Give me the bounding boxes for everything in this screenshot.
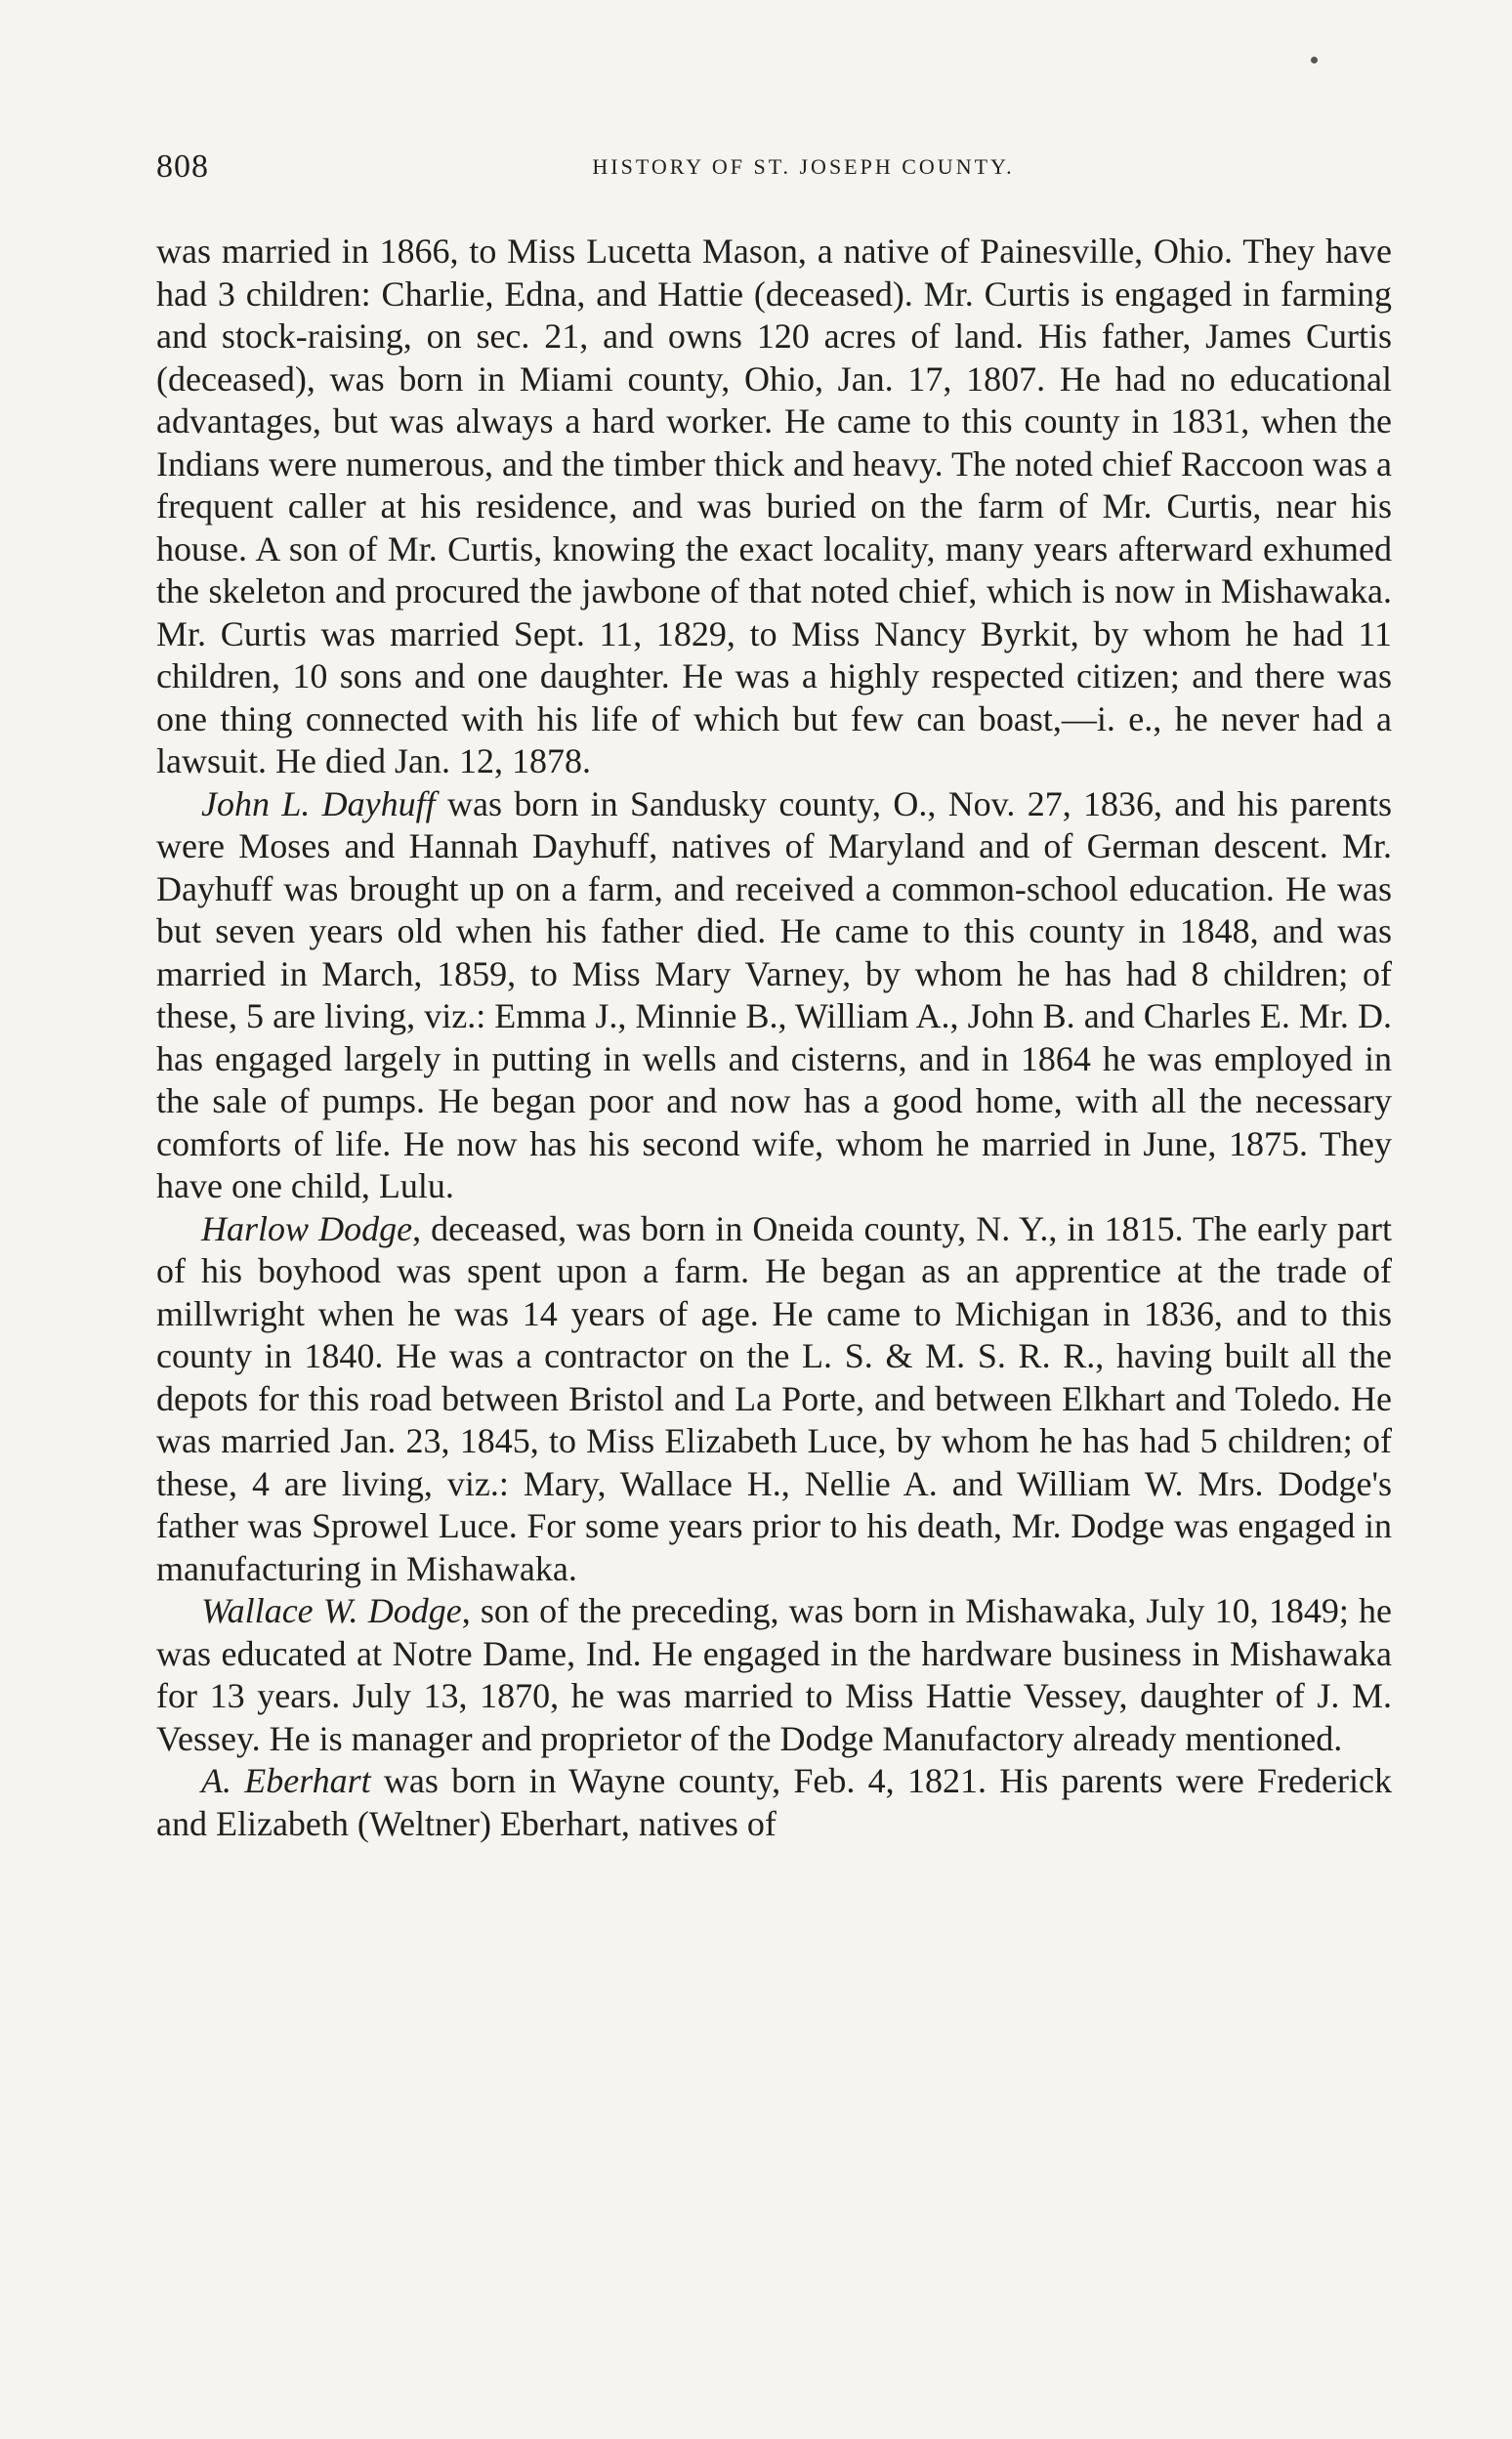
person-name: Harlow Dodge bbox=[201, 1208, 413, 1248]
paragraph-text: was born in Wayne county, Feb. 4, 1821. His parents were Frederick and Elizabeth (Weltner) Eberhart, natives of bbox=[156, 1761, 1392, 1843]
person-name: John L. Dayhuff bbox=[201, 783, 436, 823]
paragraph-text: , deceased, was born in Oneida county, N. Y., in 1815. The early part of his boyhood was spent upon a farm. He began as an apprentice at the trade of millwright when he was 14 years of age. He came to Michigan in 1836, and to this county in 1840. He was a contractor on the L. S. & M. S. R. R., having built all the depots for this road between Bristol and La Porte, and between Elkhart and Toledo. He was married Jan. 23, 1845, to Miss Elizabeth Luce, by whom he has had 5 children; of these, 4 are living, viz.: Mary, Wallace H., Nellie A. and William W. Mrs. Dodge's father was Sprowel Luce. For some years prior to his death, Mr. Dodge was engaged in manufacturing in Mishawaka. bbox=[156, 1208, 1393, 1588]
paragraph-wallace-dodge bbox=[156, 1590, 1392, 1760]
person-name: Wallace W. Dodge bbox=[201, 1591, 462, 1630]
person-name: A. Eberhart bbox=[201, 1761, 371, 1800]
running-head: HISTORY OF ST. JOSEPH COUNTY. bbox=[592, 154, 1015, 179]
paragraph-dayhuff bbox=[156, 783, 1392, 1208]
paragraph-text: was born in Sandusky county, O., Nov. 27, 1836, and his parents were Moses and Hannah Dayhuff, natives of Maryland and of German descent. Mr. Dayhuff was brought up on a farm, and received a common-school education. He was but seven years old when his father died. He came to this county in 1848, and was married in March, 1859, to Miss Mary Varney, by whom he has had 8 children; of these, 5 are living, viz.: Emma J., Minnie B., William A., John B. and Charles E. Mr. D. has engaged largely in putting in wells and cisterns, and in 1864 he was employed in the sale of pumps. He began poor and now has a good home, with all the necessary comforts of life. He now has his second wife, whom he married in June, 1875. They have one child, Lulu. bbox=[156, 783, 1393, 1205]
speck-mark bbox=[1311, 57, 1318, 63]
paragraph-curtis bbox=[156, 231, 1392, 783]
paragraph-text: , son of the preceding, was born in Mishawaka, July 10, 1849; he was educated at Notre Dame, Ind. He engaged in the hardware business in Mishawaka for 13 years. July 13, 1870, he was married to Miss Hattie Vessey, daughter of J. M. Vessey. He is manager and proprietor of the Dodge Manufactory already mentioned. bbox=[156, 1591, 1392, 1758]
paragraph-harlow-dodge bbox=[156, 1208, 1392, 1591]
page-header bbox=[156, 148, 1392, 193]
body-text bbox=[156, 231, 1392, 1845]
paragraph-text: was married in 1866, to Miss Lucetta Mason, a native of Painesville, Ohio. They have had 3 children: Charlie, Edna, and Hattie (deceased). Mr. Curtis is engaged in farming and stock-raising, on sec. 21, and owns 120 acres of land. His father, James Curtis (deceased), was born in Miami county, Ohio, Jan. 17, 1807. He had no educational advantages, but was always a hard worker. He came to this county in 1831, when the Indians were numerous, and the timber thick and heavy. The noted chief Raccoon was a frequent caller at his residence, and was buried on the farm of Mr. Curtis, near his house. A son of Mr. Curtis, knowing the exact locality, many years afterward exhumed the skeleton and procured the jawbone of that noted chief, which is now in Mishawaka. Mr. Curtis was married Sept. 11, 1829, to Miss Nancy Byrkit, by whom he had 11 children, 10 sons and one daughter. He was a highly respected citizen; and there was one thing connected with his life of which but few can boast,—i. e., he never had a lawsuit. He died Jan. 12, 1878. bbox=[156, 231, 1392, 780]
paragraph-eberhart bbox=[156, 1760, 1392, 1845]
page-number: 808 bbox=[156, 148, 209, 185]
